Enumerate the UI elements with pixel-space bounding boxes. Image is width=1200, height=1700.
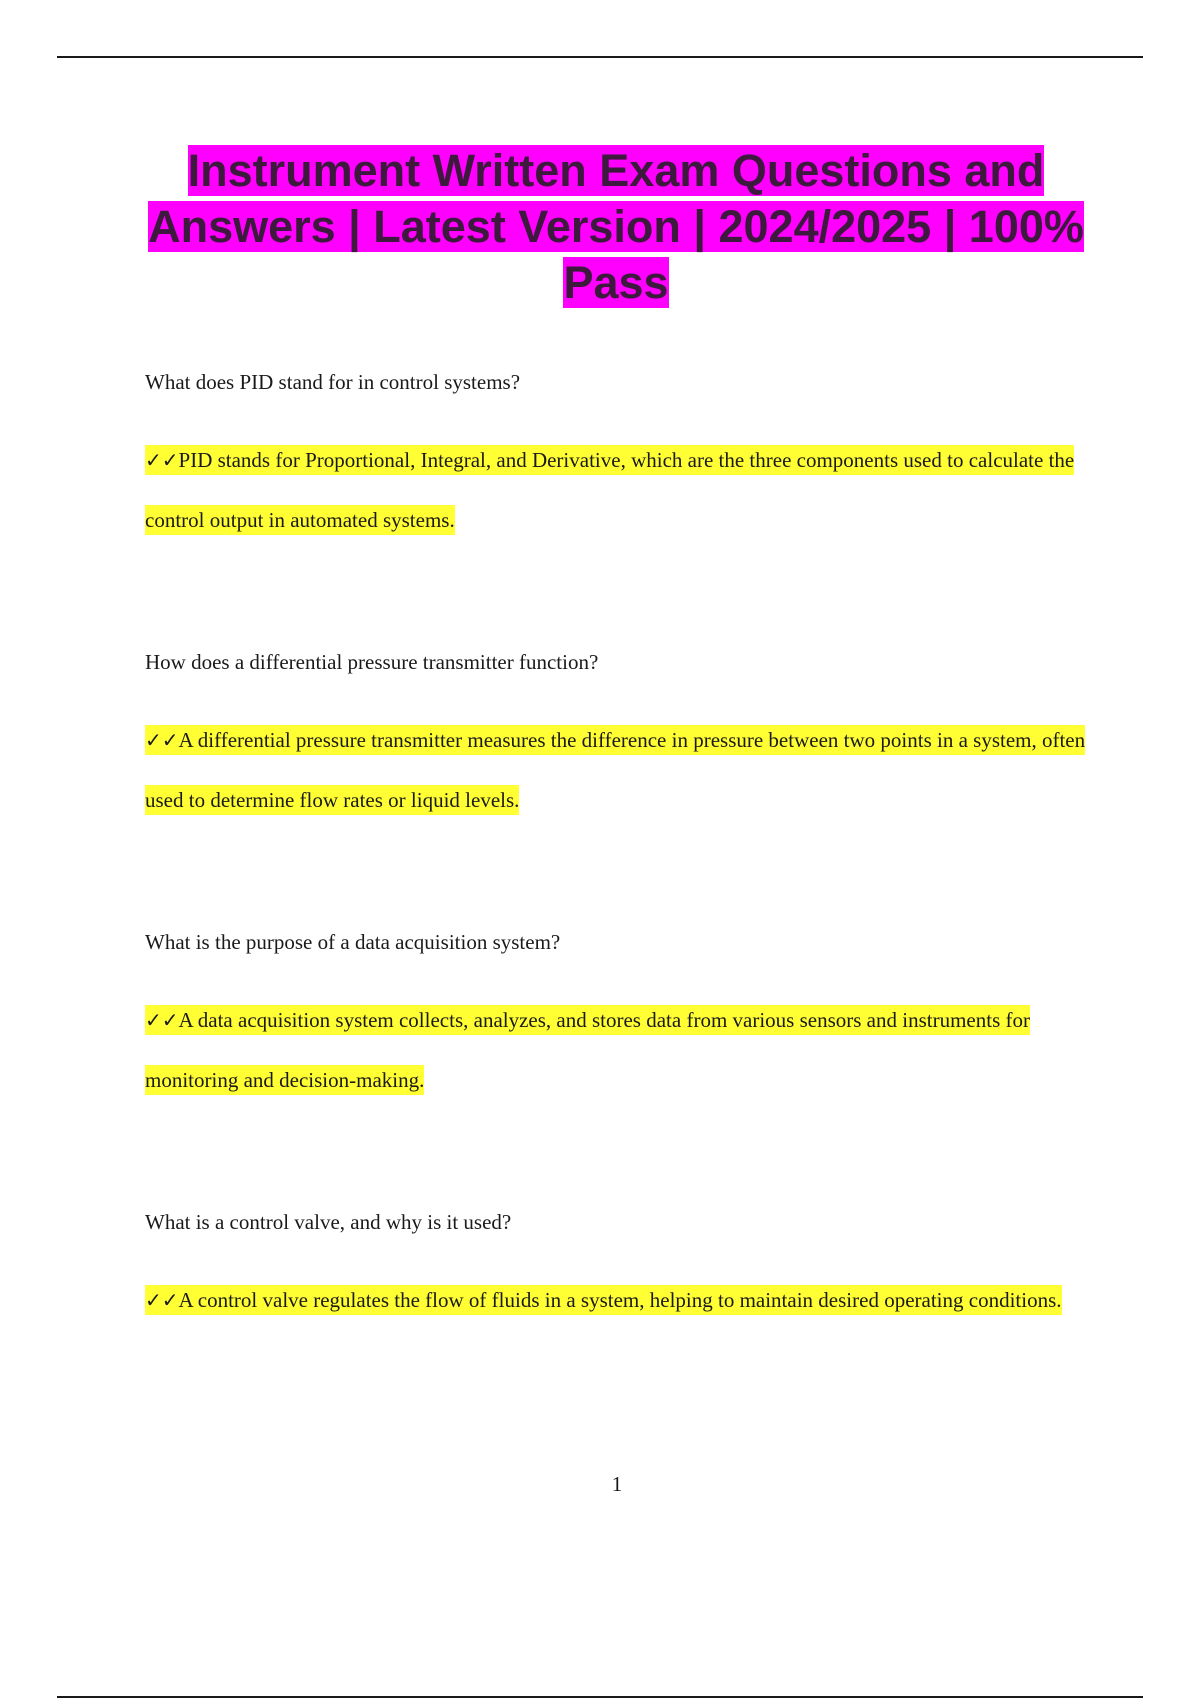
check-mark-icon: ✓✓ [145,1008,179,1032]
check-mark-icon: ✓✓ [145,1288,179,1312]
qa-item [145,1208,1100,1330]
qa-item [145,928,1100,1110]
page-number: 1 [611,1472,623,1496]
answer-block [145,430,1100,550]
check-mark-icon: ✓✓ [145,728,179,752]
qa-item [145,368,1100,550]
document-title [120,143,1112,311]
answer-text: A differential pressure transmitter measures the difference in pressure between two points in a system, often used to determine flow rates or liquid levels. [145,728,1086,812]
question-text: How does a differential pressure transmitter function? [145,650,599,674]
question-text: What is the purpose of a data acquisition system? [145,930,561,954]
answer-block [145,990,1100,1110]
answer-text: A control valve regulates the flow of fluids in a system, helping to maintain desired operating conditions. [178,1288,1062,1312]
qa-item [145,648,1100,830]
question-text: What is a control valve, and why is it used? [145,1210,512,1234]
answer-text: PID stands for Proportional, Integral, and Derivative, which are the three components used to calculate the control output in automated systems. [145,448,1075,532]
footer-rule [57,1696,1143,1698]
header-rule [57,56,1143,58]
answer-block [145,1270,1100,1330]
question-text: What does PID stand for in control systems? [145,370,521,394]
check-mark-icon: ✓✓ [145,448,179,472]
title-text: Instrument Written Exam Questions and Answers | Latest Version | 2024/2025 | 100% Pass [148,145,1084,308]
answer-block [145,710,1100,830]
answer-text: A data acquisition system collects, analyzes, and stores data from various sensors and instruments for monitoring and decision-making. [145,1008,1030,1092]
title-block [120,143,1112,311]
